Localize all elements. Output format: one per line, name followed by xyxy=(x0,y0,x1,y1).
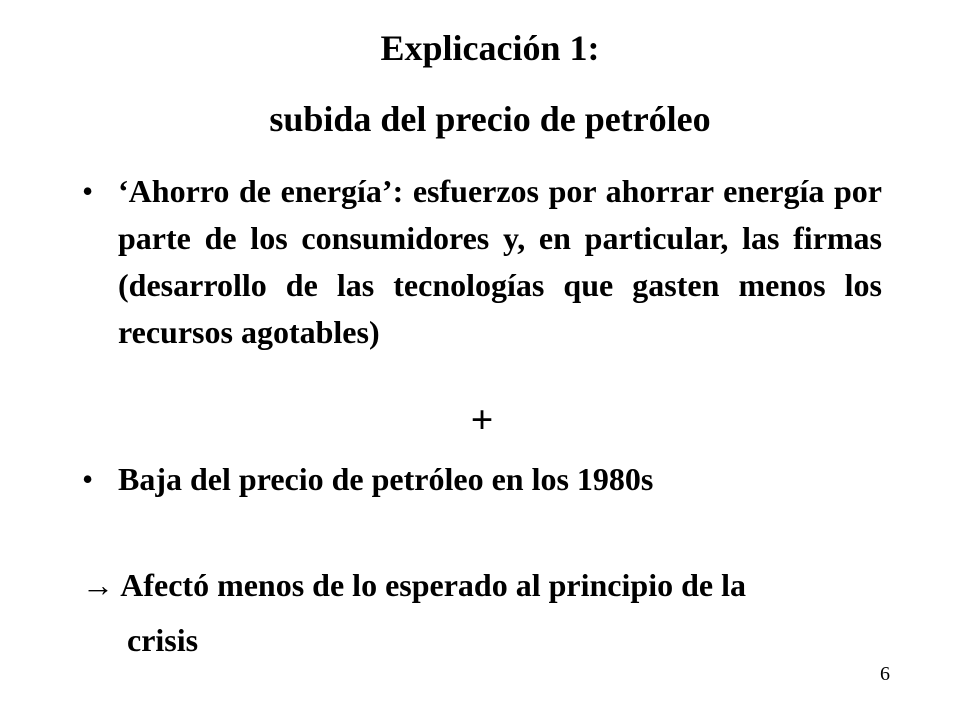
slide-title: Explicación 1: xyxy=(380,28,600,68)
plus-sign: + xyxy=(470,397,494,442)
conclusion-line-1: → Afectó menos de lo esperado al principio de la xyxy=(82,567,746,603)
bullet-marker: • xyxy=(82,173,94,209)
conclusion-line-2: crisis xyxy=(127,622,199,658)
bullet-text: Baja del precio de petróleo en los 1980s xyxy=(118,461,654,497)
bullet-text: ‘Ahorro de energía’: esfuerzos por ahorrar energía por parte de los consumidores y, en particular, las firmas (desarrollo de las tecnologías que gasten menos los recursos agotables) xyxy=(118,173,882,350)
bullet-item-energy-saving xyxy=(82,168,882,356)
slide-subtitle: subida del precio de petróleo xyxy=(269,99,711,139)
page-number: 6 xyxy=(880,663,890,685)
bullet-marker: • xyxy=(82,461,94,497)
bullet-item-oil-price-drop xyxy=(82,456,882,503)
